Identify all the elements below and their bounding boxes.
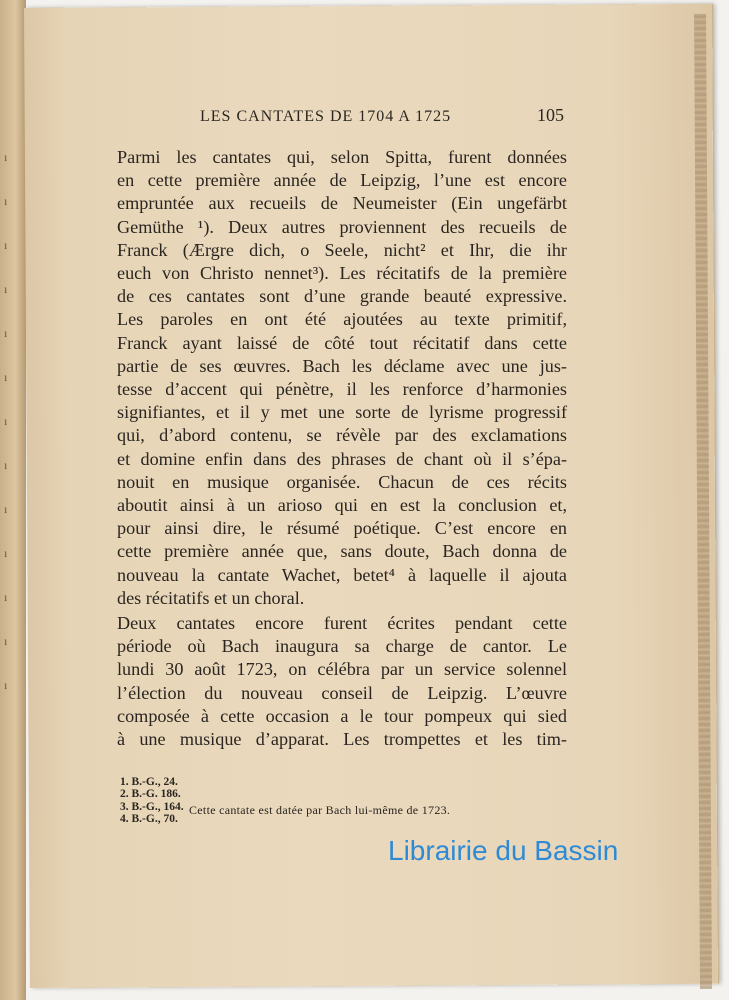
text-line: Gemüthe ¹). Deux autres proviennent des recueils de [117, 216, 567, 237]
facing-page-edge [0, 0, 26, 1000]
text-line: de ces cantates sont d’une grande beauté expressive. [117, 286, 567, 307]
text-line: nouit en musique organisée. Chacun de ces récits [117, 471, 567, 492]
text-line: en cette première année de Leipzig, l’une est encore [117, 170, 567, 191]
text-line: période où Bach inaugura sa charge de cantor. Le [117, 636, 567, 657]
gutter-mark: ı [4, 370, 8, 384]
text-line: pour ainsi dire, le résumé poétique. C’est encore en [117, 518, 567, 539]
text-line: lundi 30 août 1723, on célébra par un service solennel [117, 659, 567, 680]
running-head: LES CANTATES DE 1704 A 1725 [200, 108, 452, 125]
gutter-mark: ı [4, 414, 8, 428]
paragraph-2 [117, 612, 567, 751]
gutter-mark: ı [4, 458, 8, 472]
footnote-2-text: Cette cantate est datée par Bach lui-même de 1723. [189, 803, 451, 817]
text-line: signifiantes, et il y met une sorte de lyrisme progressif [117, 402, 567, 423]
gutter-mark: ı [4, 282, 8, 296]
text-line: qui, d’abord contenu, se révèle par des exclamations [117, 425, 567, 446]
text-line: euch von Christo nennet³). Les récitatifs de la première [117, 263, 567, 284]
text-line: Franck (Ærgre dich, o Seele, nicht² et Ihr, die ihr [117, 239, 567, 260]
paragraph-1 [117, 146, 567, 610]
gutter-mark: ı [4, 590, 8, 604]
footnote-1: 1. B.-G., 24. [120, 776, 178, 788]
gutter-mark: ı [4, 678, 8, 692]
text-line: empruntée aux recueils de Neumeister (Ein ungefärbt [117, 193, 567, 214]
text-line: Les paroles en ont été ajoutées au texte primitif, [117, 309, 567, 330]
page-number: 105 [537, 105, 564, 125]
gutter-mark: ı [4, 546, 8, 560]
watermark: Librairie du Bassin [388, 835, 619, 866]
page-edge [694, 14, 712, 989]
text-line: et domine enfin dans des phrases de chant où il s’épa- [117, 448, 567, 469]
text-line: l’élection du nouveau conseil de Leipzig. L’œuvre [117, 682, 567, 703]
footnote-3: 3. B.-G., 164. [120, 800, 184, 813]
text-line: cette première année que, sans doute, Bach donna de [117, 541, 567, 562]
text-line: Franck ayant laissé de côté tout récitatif dans cette [117, 332, 567, 353]
gutter-mark: ı [4, 150, 8, 164]
body-text [117, 146, 567, 751]
text-line: des récitatifs et un choral. [117, 587, 305, 608]
gutter-mark: ı [4, 238, 8, 252]
gutter-mark: ı [4, 194, 8, 208]
footnote-2: 2. B.-G. 186. [120, 788, 181, 801]
text-line: composée à cette occasion a le tour pompeux qui sied [117, 705, 567, 726]
text-line: à une musique d’apparat. Les trompettes et les tim- [117, 729, 567, 750]
text-line: nouveau la cantate Wachet, betet⁴ à laquelle il ajouta [117, 564, 567, 585]
gutter-marks [4, 150, 18, 722]
text-line: tesse d’accent qui pénètre, il les renforce d’harmonies [117, 379, 567, 400]
footnote-4: 4. B.-G., 70. [120, 813, 178, 826]
footnotes [120, 776, 184, 826]
text-line: Parmi les cantates qui, selon Spitta, furent données [117, 147, 567, 167]
gutter-mark: ı [4, 634, 8, 648]
gutter-mark: ı [4, 326, 8, 340]
text-line: partie de ses œuvres. Bach les déclame avec une jus- [117, 355, 567, 376]
gutter-mark: ı [4, 502, 8, 516]
text-line: aboutit ainsi à un arioso qui en est la conclusion et, [117, 495, 567, 516]
text-line: Deux cantates encore furent écrites pendant cette [117, 613, 567, 634]
